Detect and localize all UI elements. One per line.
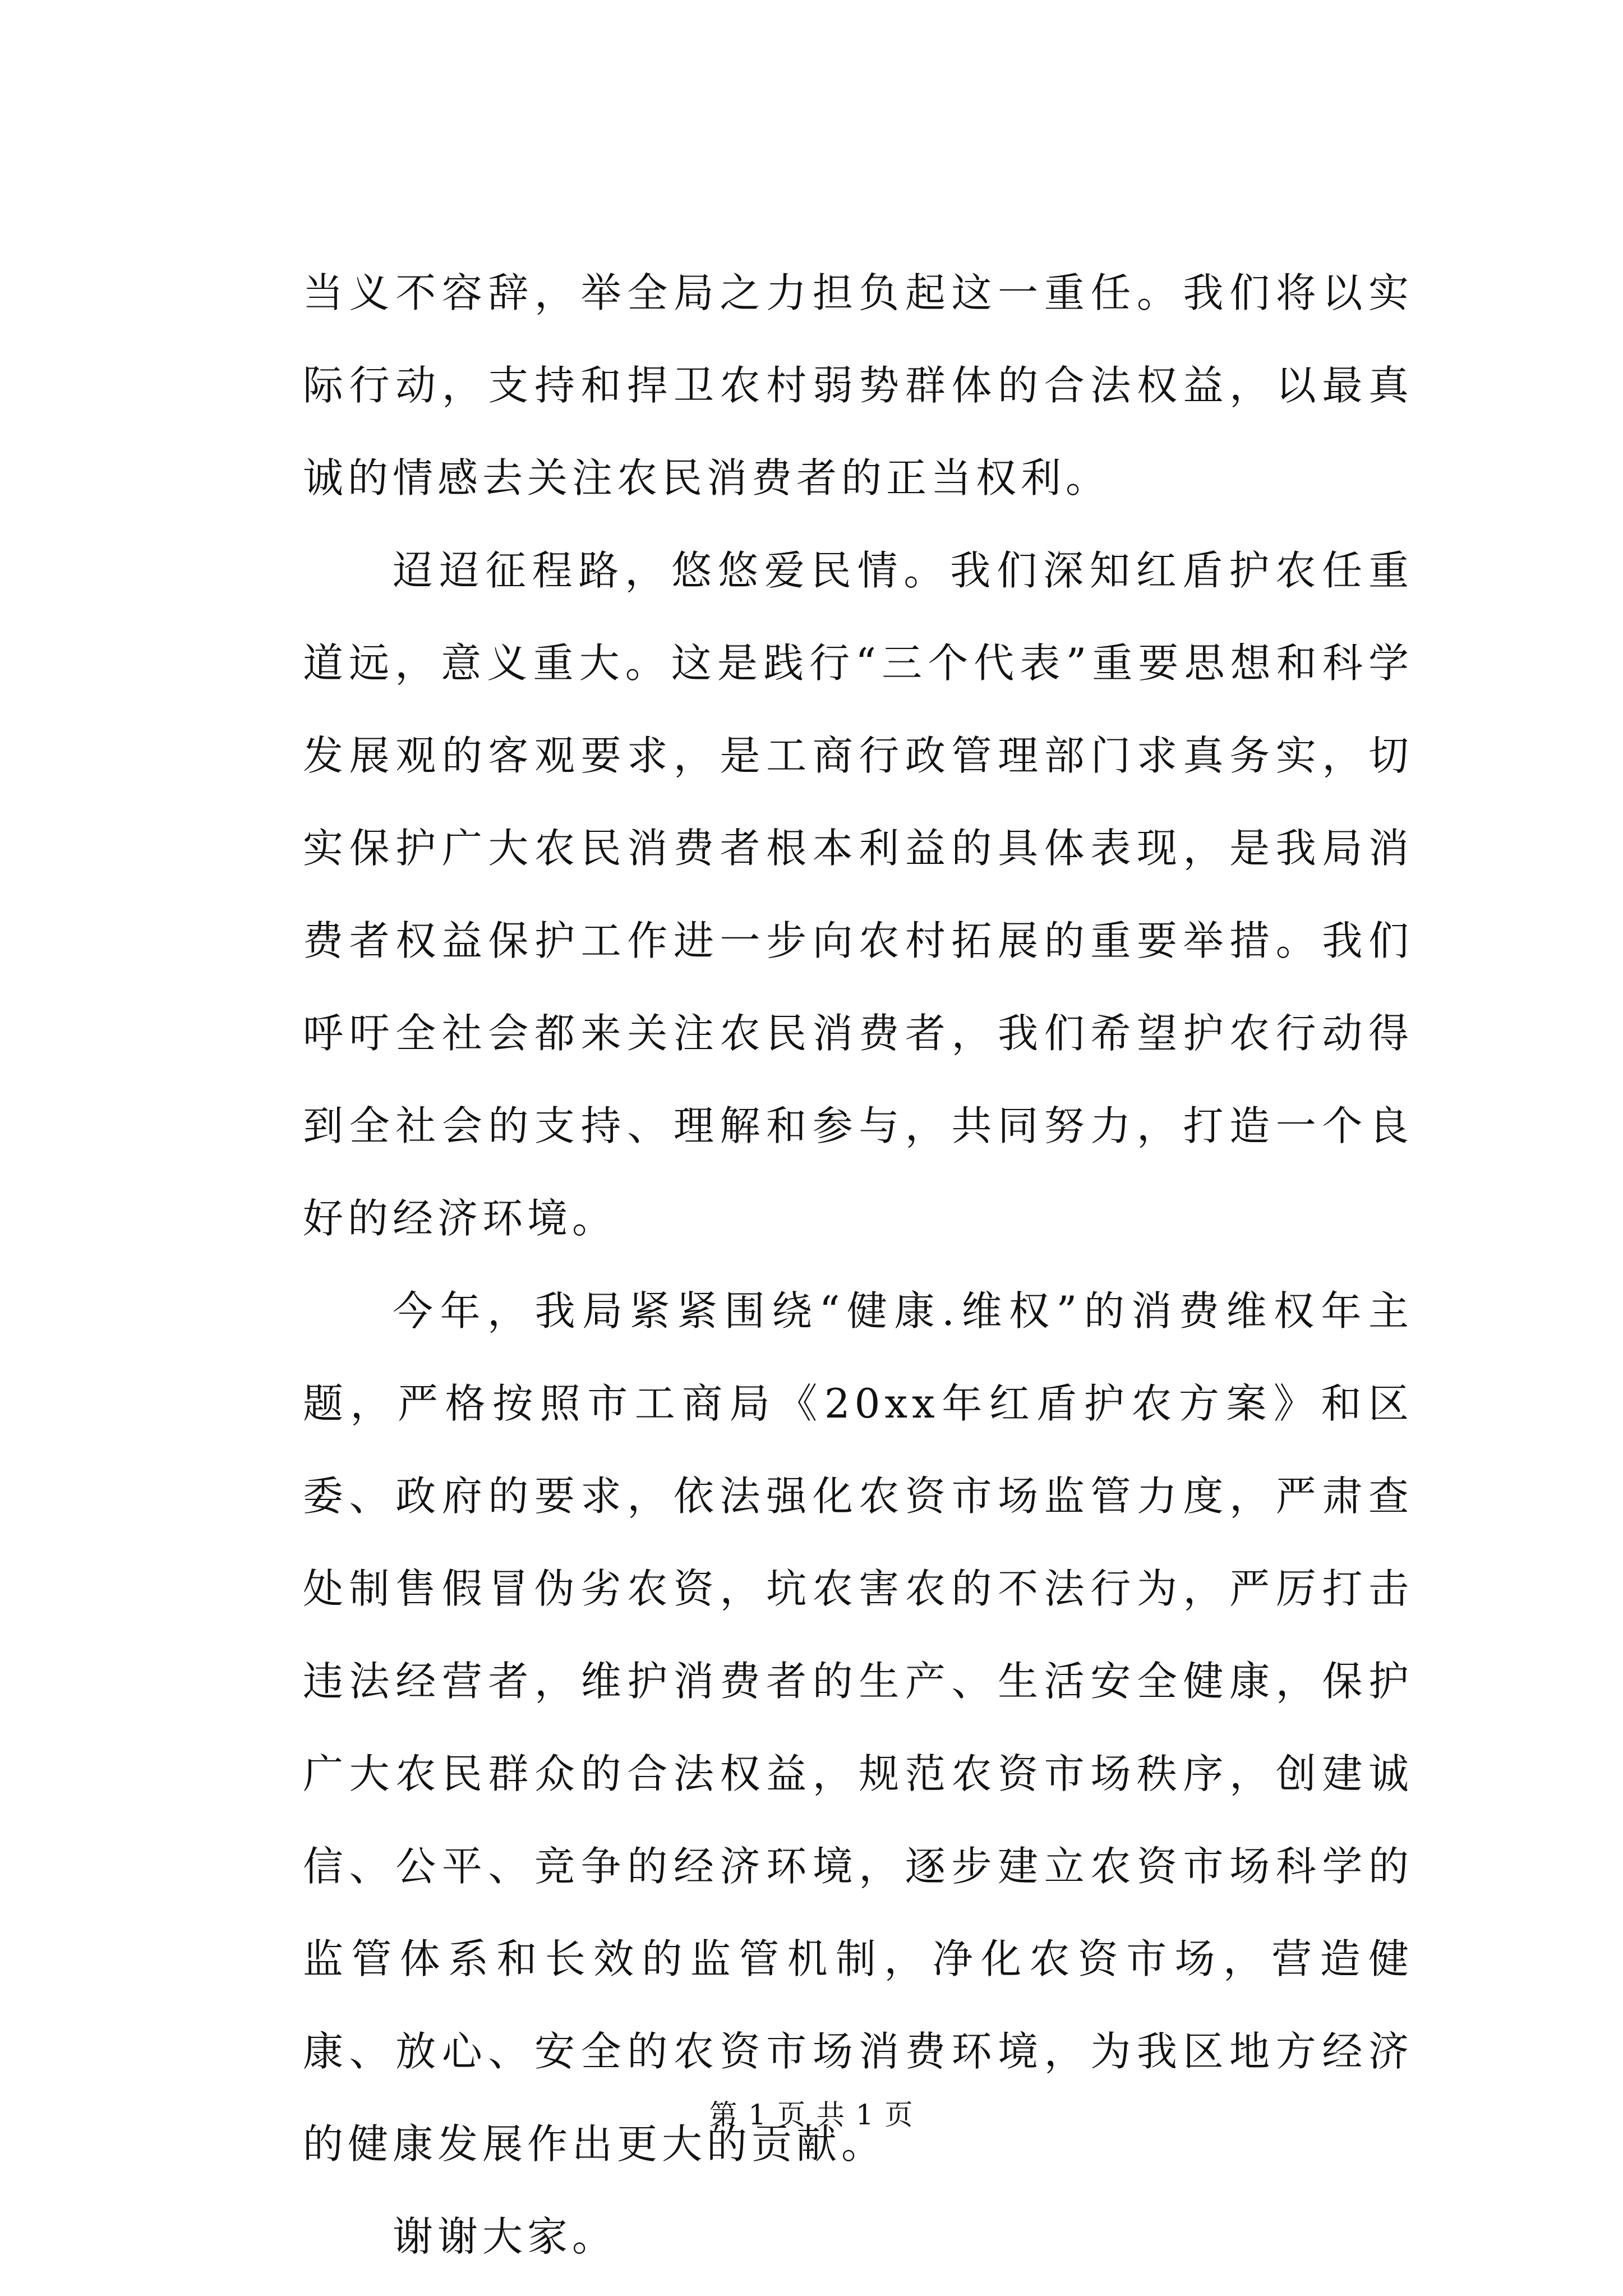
paragraph-thanks: 谢谢大家。 [393,2213,617,2260]
document-body [303,247,1413,2283]
paragraph-continuation: 当义不容辞，举全局之力担负起这一重任。我们将以实际行动，支持和捍卫农村弱势群体的合法权益，以最真诚的情感去关注农民消费者的正当权利。 [303,269,1413,501]
paragraph-mission: 迢迢征程路，悠悠爱民情。我们深知红盾护农任重道远，意义重大。这是践行“三个代表”重要思想和科学发展观的客观要求，是工商行政管理部门求真务实，切实保护广大农民消费者根本利益的具体表现，是我局消费者权益保护工作进一步向农村拓展的重要举措。我们呼吁全社会都来关注农民消费者，我们希望护农行动得到全社会的支持、理解和参与，共同努力，打造一个良好的经济环境。 [303,547,1413,1242]
paragraph-this-year: 今年，我局紧紧围绕“健康.维权”的消费维权年主题，严格按照市工商局《20xx年红盾护农方案》和区委、政府的要求，依法强化农资市场监管力度，严肃查处制售假冒伪劣农资，坑农害农的不法行为，严厉打击违法经营者，维护消费者的生产、生活安全健康，保护广大农民群众的合法权益，规范农资市场秩序，创建诚信、公平、竞争的经济环境，逐步建立农资市场科学的监管体系和长效的监管机制，净化农资市场，营造健康、放心、安全的农资市场消费环境，为我区地方经济的健康发展作出更大的贡献。 [303,1287,1413,2168]
page-footer: 第 1 页 共 1 页 [709,2099,914,2131]
